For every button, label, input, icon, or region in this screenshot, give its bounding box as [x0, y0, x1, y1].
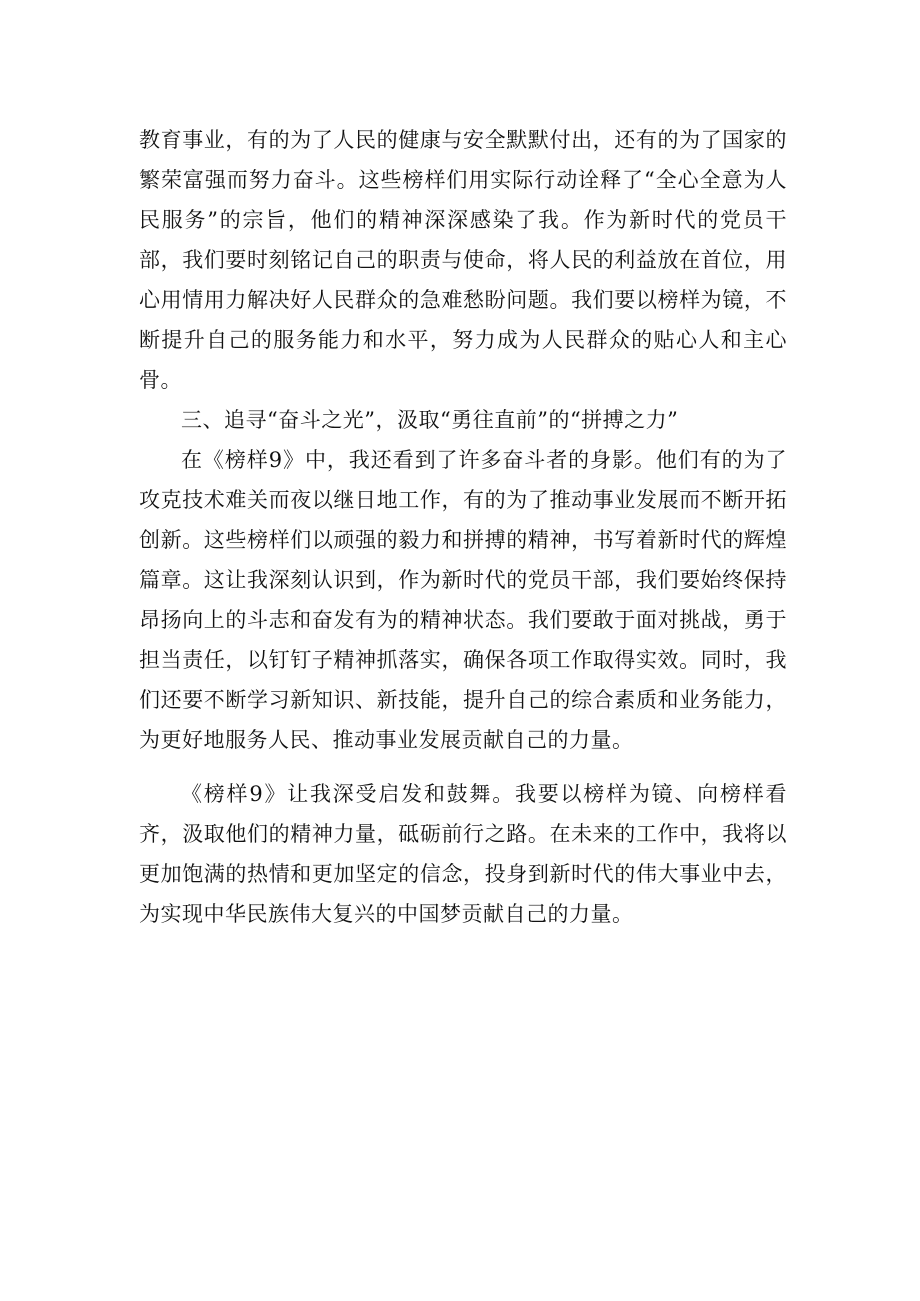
document-body	[139, 120, 787, 934]
paragraph-strivers: 在《榜样9》中，我还看到了许多奋斗者的身影。他们有的为了攻克技术难关而夜以继日地工作，有的为了推动事业发展而不断开拓创新。这些榜样们以顽强的毅力和拼搏的精神，书写着新时代的辉煌篇章。这让我深刻认识到，作为新时代的党员干部，我们要始终保持昂扬向上的斗志和奋发有为的精神状态。我们要敢于面对挑战，勇于担当责任，以钉钉子精神抓落实，确保各项工作取得实效。同时，我们还要不断学习新知识、新技能，提升自己的综合素质和业务能力，为更好地服务人民、推动事业发展贡献自己的力量。	[139, 448, 787, 752]
section-heading-three: 三、追寻“奋斗之光”，汲取“勇往直前”的“拼搏之力”	[181, 408, 679, 432]
paragraph-conclusion: 《榜样9》让我深受启发和鼓舞。我要以榜样为镜、向榜样看齐，汲取他们的精神力量，砥砺前行之路。在未来的工作中，我将以更加饱满的热情和更加坚定的信念，投身到新时代的伟大事业中去，为实现中华民族伟大复兴的中国梦贡献自己的力量。	[139, 782, 787, 926]
paragraph-continuation: 教育事业，有的为了人民的健康与安全默默付出，还有的为了国家的繁荣富强而努力奋斗。这些榜样们用实际行动诠释了“全心全意为人民服务”的宗旨，他们的精神深深感染了我。作为新时代的党员干部，我们要时刻铭记自己的职责与使命，将人民的利益放在首位，用心用情用力解决好人民群众的急难愁盼问题。我们要以榜样为镜，不断提升自己的服务能力和水平，努力成为人民群众的贴心人和主心骨。	[139, 128, 787, 392]
